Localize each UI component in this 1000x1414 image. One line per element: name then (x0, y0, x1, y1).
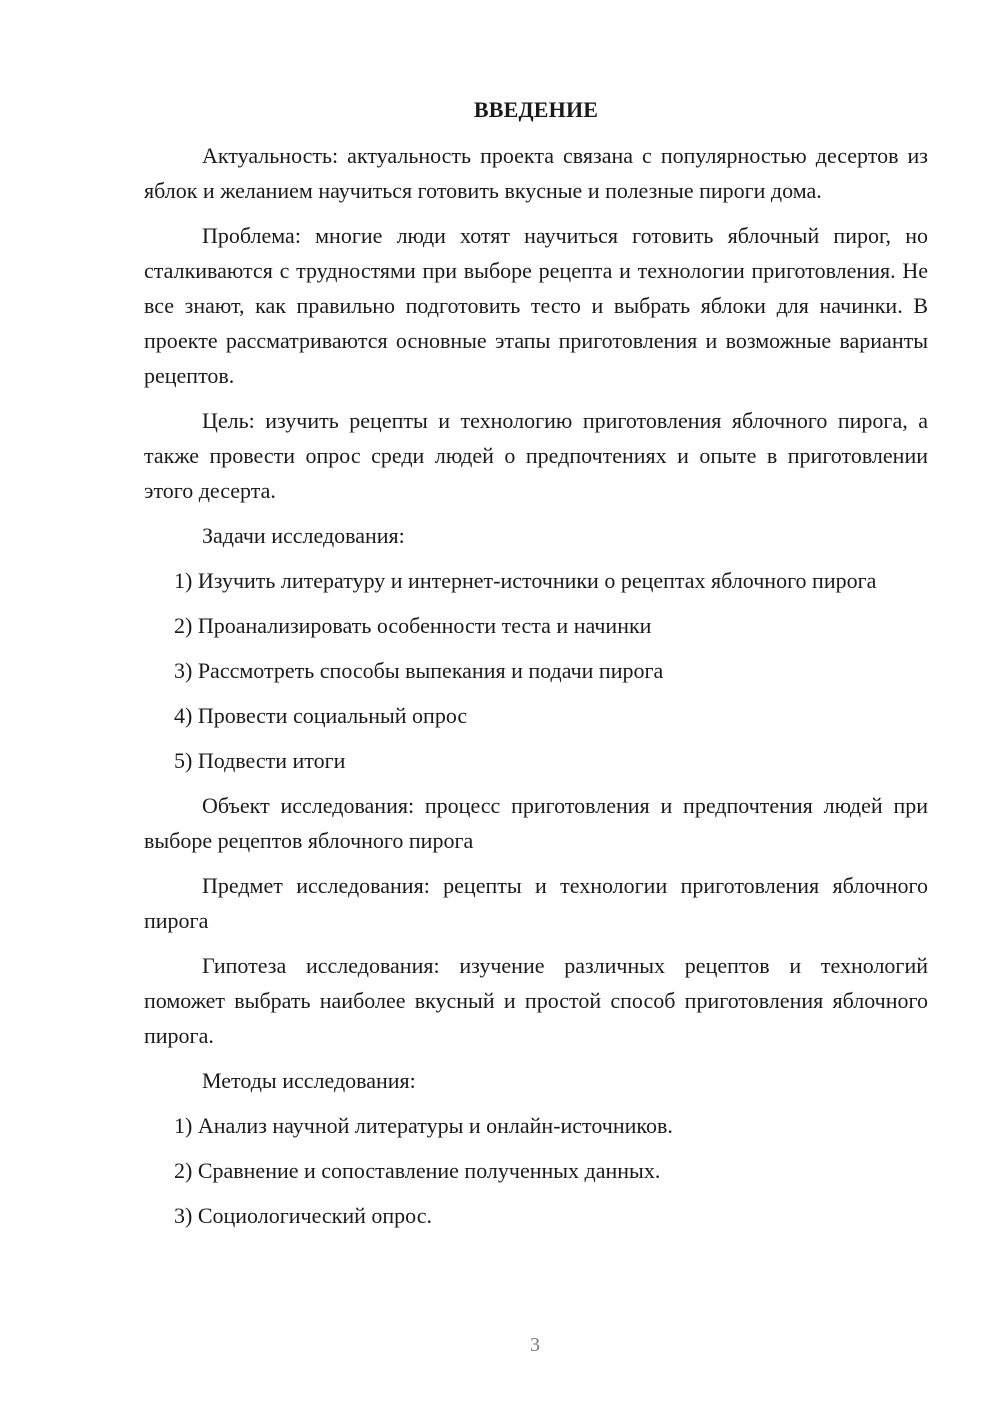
task-item: 2) Проанализировать особенности теста и начинки (174, 613, 652, 638)
goal-paragraph: Цель: изучить рецепты и технологию приготовления яблочного пирога, а также провести опрос среди людей о предпочтениях и опыте в приготовлении этого десерта. (144, 408, 928, 503)
hypothesis-paragraph: Гипотеза исследования: изучение различных рецептов и технологий поможет выбрать наиболее вкусный и простой способ приготовления яблочного пирога. (144, 953, 928, 1048)
method-item: 3) Социологический опрос. (174, 1203, 432, 1228)
methods-heading: Методы исследования: (202, 1068, 416, 1093)
task-item: 1) Изучить литературу и интернет-источники о рецептах яблочного пирога (174, 568, 877, 593)
task-item: 3) Рассмотреть способы выпекания и подачи пирога (174, 658, 664, 683)
method-item: 2) Сравнение и сопоставление полученных данных. (174, 1158, 661, 1183)
object-paragraph: Объект исследования: процесс приготовления и предпочтения людей при выборе рецептов яблочного пирога (144, 793, 928, 853)
task-item: 5) Подвести итоги (174, 748, 346, 773)
section-title: ВВЕДЕНИЕ (473, 97, 599, 122)
problem-paragraph: Проблема: многие люди хотят научиться готовить яблочный пирог, но сталкиваются с трудностями при выборе рецепта и технологии приготовления. Не все знают, как правильно подготовить тесто и выбрать яблоки для начинки. В проекте рассматриваются основные этапы приготовления и возможные варианты рецептов. (144, 223, 928, 388)
method-item: 1) Анализ научной литературы и онлайн-источников. (174, 1113, 673, 1138)
subject-paragraph: Предмет исследования: рецепты и технологии приготовления яблочного пирога (144, 873, 928, 933)
relevance-paragraph: Актуальность: актуальность проекта связана с популярностью десертов из яблок и желанием научиться готовить вкусные и полезные пироги дома. (144, 143, 928, 203)
tasks-heading: Задачи исследования: (202, 523, 405, 548)
task-item: 4) Провести социальный опрос (174, 703, 468, 728)
page-number: 3 (530, 1334, 540, 1356)
document-page (144, 94, 928, 1243)
